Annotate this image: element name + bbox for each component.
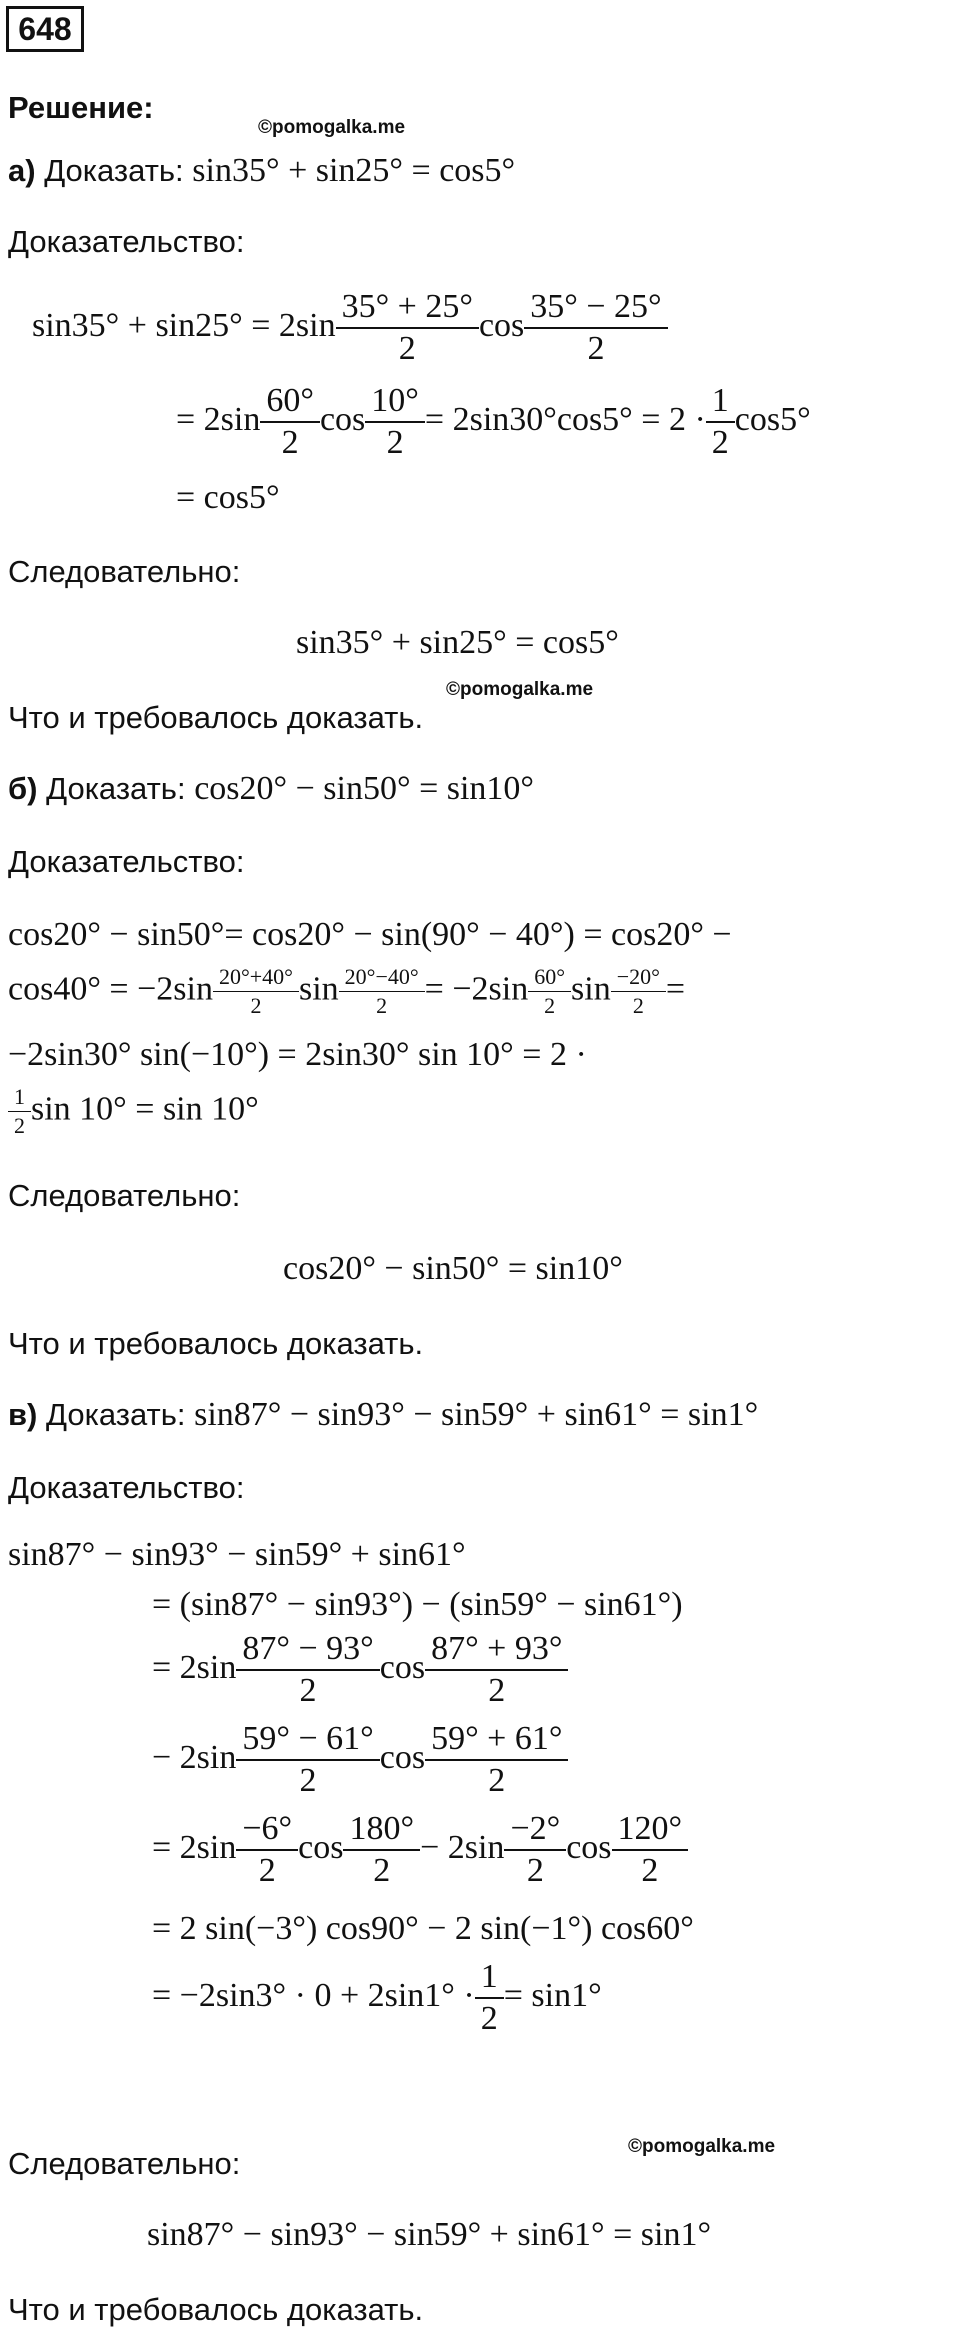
numerator: 1 [711, 382, 729, 419]
math-text: = sin1° [503, 1976, 602, 2014]
solution-heading: Решение: [8, 90, 154, 125]
part-c-line5 [152, 1812, 688, 1888]
numerator: 60° [534, 964, 566, 989]
denominator: 2 [343, 1849, 420, 1888]
part-c-line2: = (sin87° − sin93°) − (sin59° − sin61°) [152, 1586, 683, 1623]
numerator: 180° [349, 1810, 415, 1847]
qed-text: Что и требовалось доказать. [8, 1326, 424, 1361]
fraction [478, 1960, 501, 2036]
math-text: − 2sin [420, 1828, 505, 1866]
denominator: 2 [528, 991, 571, 1017]
qed-text: Что и требовалось доказать. [8, 2292, 424, 2327]
part-a-line2 [176, 384, 811, 460]
math-text: cos5° [734, 400, 811, 438]
numerator: 10° [371, 382, 419, 419]
math-text: cos [379, 1738, 426, 1776]
denominator: 2 [706, 421, 735, 460]
fraction [709, 384, 732, 460]
math-text: − 2sin [152, 1738, 237, 1776]
watermark: ©pomogalka.me [628, 2136, 776, 2157]
part-b-line4 [8, 1086, 259, 1137]
part-b-line1: cos20° − sin50°= cos20° − sin(90° − 40°) = cos20° − [8, 916, 732, 953]
numerator: −20° [616, 964, 660, 989]
denominator: 2 [475, 1997, 504, 2036]
fraction [239, 1722, 376, 1798]
fraction [614, 966, 663, 1017]
prove-word: Доказать: [46, 1397, 186, 1432]
numerator: 59° − 61° [242, 1720, 374, 1757]
part-c-result: sin87° − sin93° − sin59° + sin61° = sin1° [147, 2216, 712, 2253]
fraction [428, 1632, 565, 1708]
numerator: 1 [14, 1084, 25, 1109]
denominator: 2 [339, 991, 425, 1017]
math-text: cos40° = −2sin [8, 970, 213, 1008]
hence-heading: Следовательно: [8, 2146, 241, 2181]
part-b-statement [8, 772, 534, 806]
hence-heading: Следовательно: [8, 1178, 241, 1213]
part-a-result: sin35° + sin25° = cos5° [296, 624, 619, 661]
math-text: = −2sin [424, 970, 529, 1008]
proof-heading: Доказательство: [8, 844, 245, 879]
denominator: 2 [336, 327, 479, 366]
math-text: sin35° + sin25° = 2sin [32, 306, 336, 344]
fraction [342, 966, 422, 1017]
fraction [339, 290, 476, 366]
math-text: cos [379, 1648, 426, 1686]
math-text: cos [319, 400, 366, 438]
fraction [615, 1812, 686, 1888]
numerator: 120° [617, 1810, 683, 1847]
denominator: 2 [611, 991, 666, 1017]
fraction [507, 1812, 563, 1888]
math-text: = [665, 970, 686, 1008]
part-b-line2 [8, 966, 685, 1017]
math-text: = 2sin [176, 400, 261, 438]
fraction [239, 1812, 295, 1888]
part-a-line3: = cos5° [176, 479, 280, 516]
part-b-result: cos20° − sin50° = sin10° [283, 1250, 623, 1287]
part-c-line7 [152, 1960, 602, 2036]
math-text: cos [566, 1828, 612, 1866]
numerator: 20°+40° [218, 964, 293, 989]
watermark: ©pomogalka.me [258, 117, 406, 138]
part-c-line6: = 2 sin(−3°) cos90° − 2 sin(−1°) cos60° [152, 1910, 694, 1947]
part-c-statement [8, 1398, 758, 1432]
fraction [263, 384, 317, 460]
math-text: sin [571, 970, 611, 1008]
denominator: 2 [524, 327, 667, 366]
prove-word: Доказать: [46, 771, 186, 806]
denominator: 2 [236, 1669, 379, 1708]
math-text: sin [298, 970, 339, 1008]
denominator: 2 [260, 421, 320, 460]
part-c-label: в) [8, 1397, 38, 1432]
part-b-claim: cos20° − sin50° = sin10° [194, 770, 535, 807]
part-a-line1 [32, 290, 668, 366]
numerator: 20°−40° [344, 964, 419, 989]
fraction [346, 1812, 417, 1888]
part-c-line1: sin87° − sin93° − sin59° + sin61° [8, 1536, 466, 1573]
part-c-line3 [152, 1632, 568, 1708]
denominator: 2 [504, 1849, 566, 1888]
fraction [428, 1722, 565, 1798]
math-text: = 2sin [152, 1648, 237, 1686]
denominator: 2 [425, 1669, 568, 1708]
numerator: 35° + 25° [341, 288, 473, 325]
numerator: 87° − 93° [242, 1630, 374, 1667]
part-a-claim: sin35° + sin25° = cos5° [192, 152, 516, 189]
math-text: = 2sin30°cos5° = 2 · [424, 400, 706, 438]
denominator: 2 [365, 421, 425, 460]
fraction [368, 384, 422, 460]
watermark: ©pomogalka.me [446, 679, 594, 700]
fraction [216, 966, 296, 1017]
numerator: 35° − 25° [530, 288, 662, 325]
numerator: 87° + 93° [431, 1630, 563, 1667]
denominator: 2 [236, 1759, 379, 1798]
hence-heading: Следовательно: [8, 554, 241, 589]
numerator: −2° [510, 1810, 561, 1847]
numerator: 59° + 61° [431, 1720, 563, 1757]
denominator: 2 [236, 1849, 298, 1888]
problem-number: 648 [6, 6, 84, 52]
numerator: −6° [242, 1810, 293, 1847]
math-text: cos [298, 1828, 344, 1866]
fraction [11, 1086, 28, 1137]
qed-text: Что и требовалось доказать. [8, 700, 424, 735]
denominator: 2 [213, 991, 299, 1017]
proof-heading: Доказательство: [8, 224, 245, 259]
part-b-line3: −2sin30° sin(−10°) = 2sin30° sin 10° = 2 · [8, 1036, 587, 1073]
fraction [239, 1632, 376, 1708]
part-c-line4 [152, 1722, 568, 1798]
denominator: 2 [425, 1759, 568, 1798]
fraction [527, 290, 664, 366]
numerator: 1 [480, 1958, 498, 1995]
math-text: = 2sin [152, 1828, 237, 1866]
part-a-statement [8, 154, 515, 188]
part-a-label: а) [8, 153, 36, 188]
denominator: 2 [612, 1849, 689, 1888]
numerator: 60° [266, 382, 314, 419]
fraction [531, 966, 568, 1017]
prove-word: Доказать: [44, 153, 184, 188]
denominator: 2 [8, 1111, 31, 1137]
math-text: sin 10° = sin 10° [31, 1090, 259, 1128]
proof-heading: Доказательство: [8, 1470, 245, 1505]
part-c-claim: sin87° − sin93° − sin59° + sin61° = sin1° [194, 1396, 759, 1433]
math-text: = −2sin3° · 0 + 2sin1° · [152, 1976, 475, 2014]
part-b-label: б) [8, 771, 38, 806]
math-text: cos [478, 306, 525, 344]
